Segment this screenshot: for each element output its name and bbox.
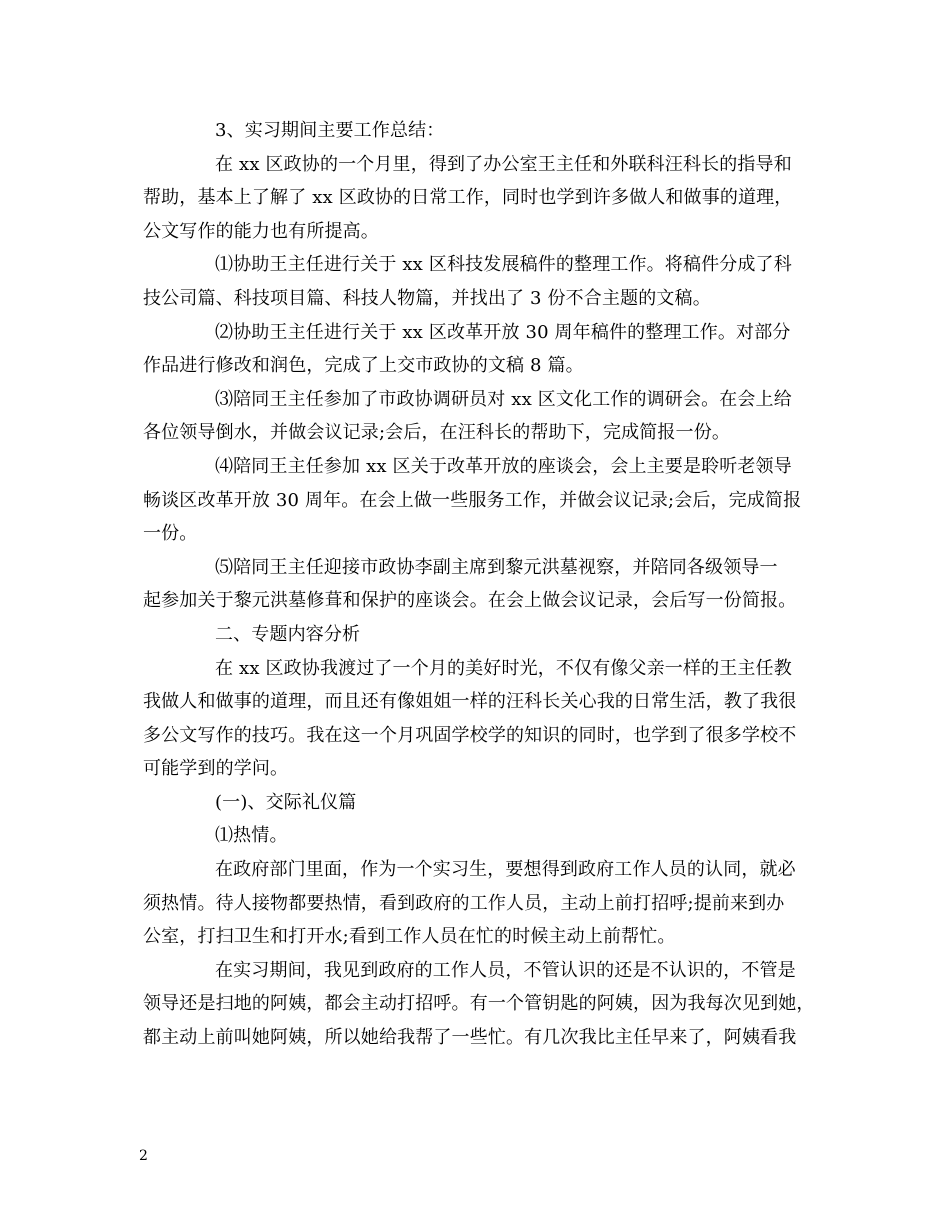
paragraph-line: 公室，打扫卫生和打开水;看到工作人员在忙的时候主动上前帮忙。 [143,926,676,948]
paragraph-line: 可能学到的学问。 [143,758,289,780]
section-heading-topic-analysis: 二、专题内容分析 [215,623,361,645]
paragraph-line: 都主动上前叫她阿姨，所以她给我帮了一些忙。有几次我比主任早来了，阿姨看我 [143,1027,797,1049]
subsection-heading-etiquette: (一)、交际礼仪篇 [215,791,357,813]
list-item-1-line: ⑴协助王主任进行关于 xx 区科技发展稿件的整理工作。将稿件分成了科 [215,254,792,276]
paragraph-line: 须热情。待人接物都要热情，看到政府的工作人员，主动上前打招呼;提前来到办 [143,892,785,914]
list-item-4-line: 畅谈区改革开放 30 周年。在会上做一些服务工作，并做会议记录;会后，完成简报 [143,489,802,511]
list-item-5-line: 起参加关于黎元洪墓修葺和保护的座谈会。在会上做会议记录，会后写一份简报。 [143,590,797,612]
paragraph-line: 我做人和做事的道理，而且还有像姐姐一样的汪科长关心我的日常生活，教了我很 [143,691,797,713]
paragraph-line: 帮助，基本上了解了 xx 区政协的日常工作，同时也学到许多做人和做事的道理， [143,187,793,209]
section-heading-work-summary: 3、实习期间主要工作总结： [215,120,445,141]
list-item-4-line: ⑷陪同王主任参加 xx 区关于改革开放的座谈会，会上主要是聆听老领导 [215,455,792,477]
paragraph-line: 多公文写作的技巧。我在这一个月巩固学校学的知识的同时，也学到了很多学校不 [143,724,797,746]
paragraph-line: 领导还是扫地的阿姨，都会主动打招呼。有一个管钥匙的阿姨，因为我每次见到她， [143,993,815,1015]
list-item-4-line: 一份。 [143,523,198,545]
list-item-2-line: 作品进行修改和润色，完成了上交市政协的文稿 8 篇。 [143,355,584,377]
list-item-5-line: ⑸陪同王主任迎接市政协李副主席到黎元洪墓视察，并陪同各级领导一 [215,556,778,578]
page-number: 2 [139,1148,148,1164]
document-page [143,114,827,1055]
list-item-2-line: ⑵协助王主任进行关于 xx 区改革开放 30 周年稿件的整理工作。对部分 [215,321,791,343]
paragraph-line: 在 xx 区政协我渡过了一个月的美好时光，不仅有像父亲一样的王主任教 [215,657,792,679]
paragraph-line: 在 xx 区政协的一个月里，得到了办公室王主任和外联科汪科长的指导和 [215,153,792,175]
list-item-3-line: ⑶陪同王主任参加了市政协调研员对 xx 区文化工作的调研会。在会上给 [215,388,792,410]
paragraph-line: 公文写作的能力也有所提高。 [143,220,379,242]
subsection-item-enthusiasm: ⑴热情。 [215,825,288,847]
paragraph-line: 在政府部门里面，作为一个实习生，要想得到政府工作人员的认同，就必 [215,859,796,881]
list-item-3-line: 各位领导倒水，并做会议记录;会后，在汪科长的帮助下，完成简报一份。 [143,422,731,444]
paragraph-line: 在实习期间，我见到政府的工作人员，不管认识的还是不认识的，不管是 [215,959,796,981]
list-item-1-line: 技公司篇、科技项目篇、科技人物篇，并找出了 3 份不合主题的文稿。 [143,287,711,309]
